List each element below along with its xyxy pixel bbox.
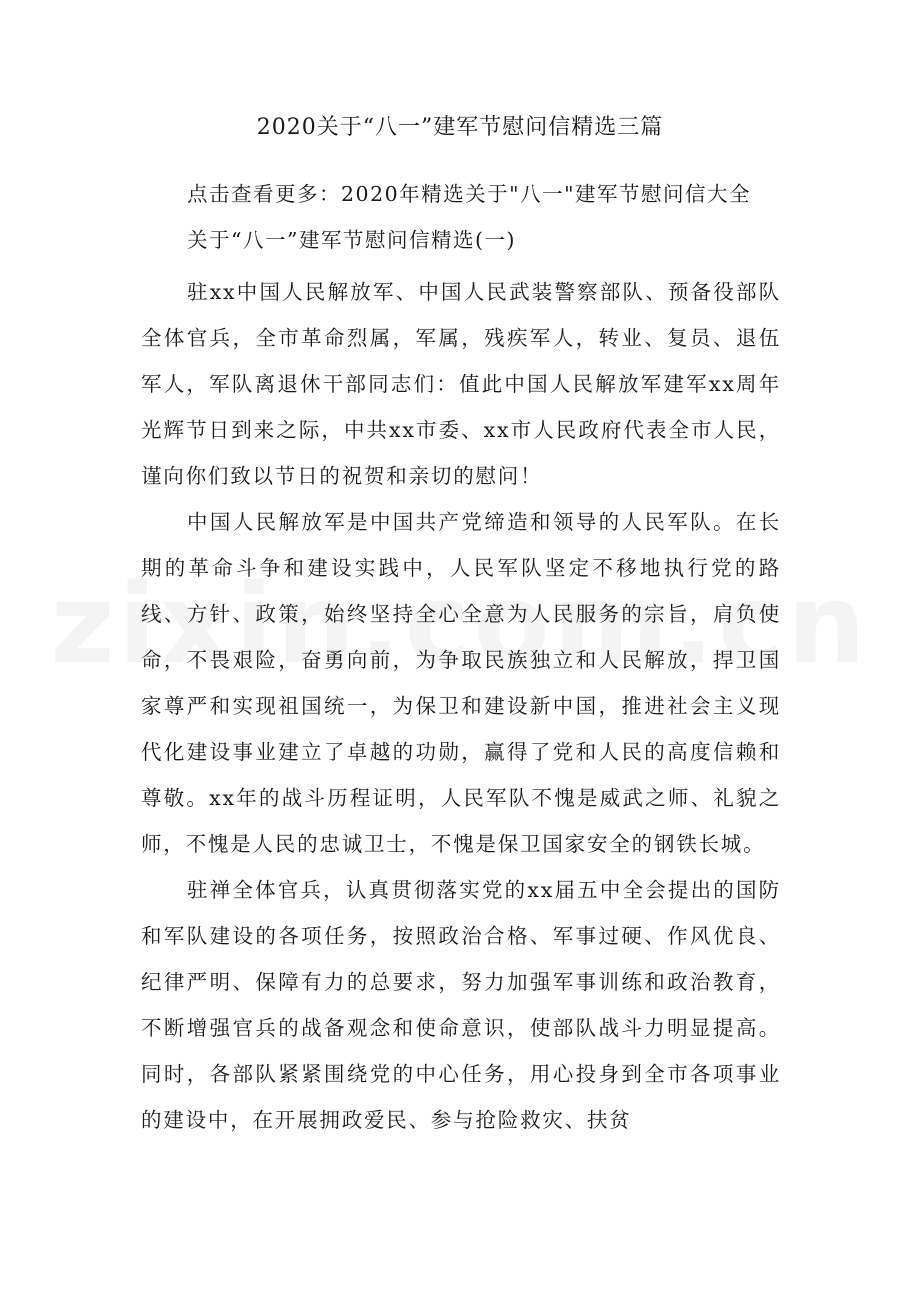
section-heading: 关于“八一”建军节慰问信精选(一) bbox=[187, 228, 516, 252]
document-body bbox=[141, 177, 781, 1143]
more-link[interactable]: 点击查看更多：2020年精选关于"八一"建军节慰问信大全 bbox=[187, 182, 752, 206]
paragraph-3: 驻禅全体官兵，认真贯彻落实党的xx届五中全会提出的国防和军队建设的各项任务，按照政治合格、军事过硬、作风优良、纪律严明、保障有力的总要求，努力加强军事训练和政治教育，不断增强官兵的战备观念和使命意识，使部队战斗力明显提高。同时，各部队紧紧围绕党的中心任务，用心投身到全市各项事业的建设中，在开展拥政爱民、参与抢险救灾、扶贫 bbox=[141, 878, 781, 1132]
paragraph-2: 中国人民解放军是中国共产党缔造和领导的人民军队。在长期的革命斗争和建设实践中，人民军队坚定不移地执行党的路线、方针、政策，始终坚持全心全意为人民服务的宗旨，肩负使命，不畏艰险，奋勇向前，为争取民族独立和人民解放，捍卫国家尊严和实现祖国统一，为保卫和建设新中国，推进社会主义现代化建设事业建立了卓越的功勋，赢得了党和人民的高度信赖和尊敬。xx年的战斗历程证明，人民军队不愧是威武之师、礼貌之师，不愧是人民的忠诚卫士，不愧是保卫国家安全的钢铁长城。 bbox=[141, 510, 781, 856]
document-title: 2020关于“八一”建军节慰问信精选三篇 bbox=[256, 115, 664, 140]
paragraph-1: 驻xx中国人民解放军、中国人民武装警察部队、预备役部队全体官兵，全市革命烈属，军属，残疾军人，转业、复员、退伍军人，军队离退休干部同志们：值此中国人民解放军建军xx周年光辉节日到来之际，中共xx市委、xx市人民政府代表全市人民，谨向你们致以节日的祝贺和亲切的慰问！ bbox=[141, 280, 781, 488]
